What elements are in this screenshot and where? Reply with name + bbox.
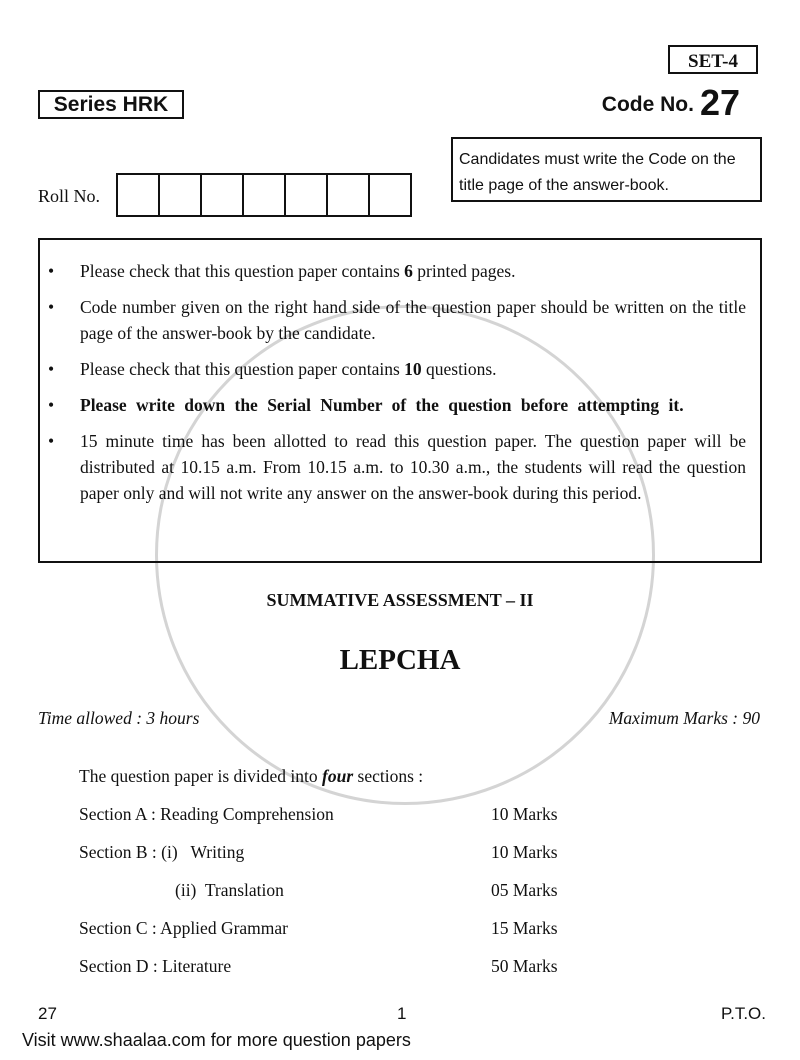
sections-intro: The question paper is divided into four sections :	[79, 766, 424, 786]
section-label: Section A : Reading Comprehension	[79, 804, 334, 824]
exam-title: SUMMATIVE ASSESSMENT – II	[266, 590, 534, 610]
candidate-note: Candidates must write the Code on the title page of the answer-book.	[451, 137, 762, 202]
roll-box	[244, 175, 286, 215]
section-marks: 50 Marks	[491, 956, 558, 976]
footer-code: 27	[38, 1004, 57, 1023]
roll-box	[328, 175, 370, 215]
section-marks: 10 Marks	[491, 804, 558, 824]
roll-box	[286, 175, 328, 215]
visit-link[interactable]: Visit www.shaalaa.com for more question papers	[22, 1030, 411, 1050]
roll-label: Roll No.	[38, 186, 101, 206]
maximum-marks: Maximum Marks : 90	[608, 708, 760, 728]
code-value: 27	[699, 82, 740, 123]
set-badge: SET-4	[668, 45, 758, 74]
roll-box	[118, 175, 160, 215]
section-marks: 15 Marks	[491, 918, 558, 938]
instruction-item: • Please check that this question paper contains 6 printed pages.	[48, 258, 746, 284]
bullet-icon: •	[48, 431, 55, 451]
section-label: (ii) Translation	[175, 880, 284, 900]
code-label: Code No.	[601, 93, 694, 116]
roll-number-boxes	[116, 173, 412, 217]
bullet-icon: •	[48, 261, 55, 281]
pto-label: P.T.O.	[720, 1004, 766, 1023]
roll-box	[202, 175, 244, 215]
bullet-icon: •	[48, 395, 55, 415]
time-allowed: Time allowed : 3 hours	[38, 708, 200, 728]
roll-box	[370, 175, 410, 215]
code-number	[602, 82, 740, 124]
bullet-icon: •	[48, 297, 55, 317]
page-number: 1	[397, 1004, 407, 1023]
section-marks: 05 Marks	[491, 880, 558, 900]
subject-title: LEPCHA	[339, 644, 461, 676]
section-label: Section C : Applied Grammar	[79, 918, 288, 938]
instruction-item: • Please write down the Serial Number of the question before attempting it.	[48, 392, 746, 418]
instruction-item: • 15 minute time has been allotted to read this question paper. The question paper will be distributed at 10.15 a.m. From 10.15 a.m. to 10.30 a.m., the students will read the question paper only and will not write any answer on the answer-book during this period.	[48, 428, 746, 506]
section-label: Section B : (i) Writing	[79, 842, 245, 862]
instruction-item: • Code number given on the right hand side of the question paper should be written on the title page of the answer-book by the candidate.	[48, 294, 746, 346]
section-marks: 10 Marks	[491, 842, 558, 862]
instruction-item: • Please check that this question paper contains 10 questions.	[48, 356, 746, 382]
instructions-box	[38, 238, 762, 563]
section-label: Section D : Literature	[79, 956, 232, 976]
roll-box	[160, 175, 202, 215]
bullet-icon: •	[48, 359, 55, 379]
series-badge: Series HRK	[38, 90, 184, 119]
